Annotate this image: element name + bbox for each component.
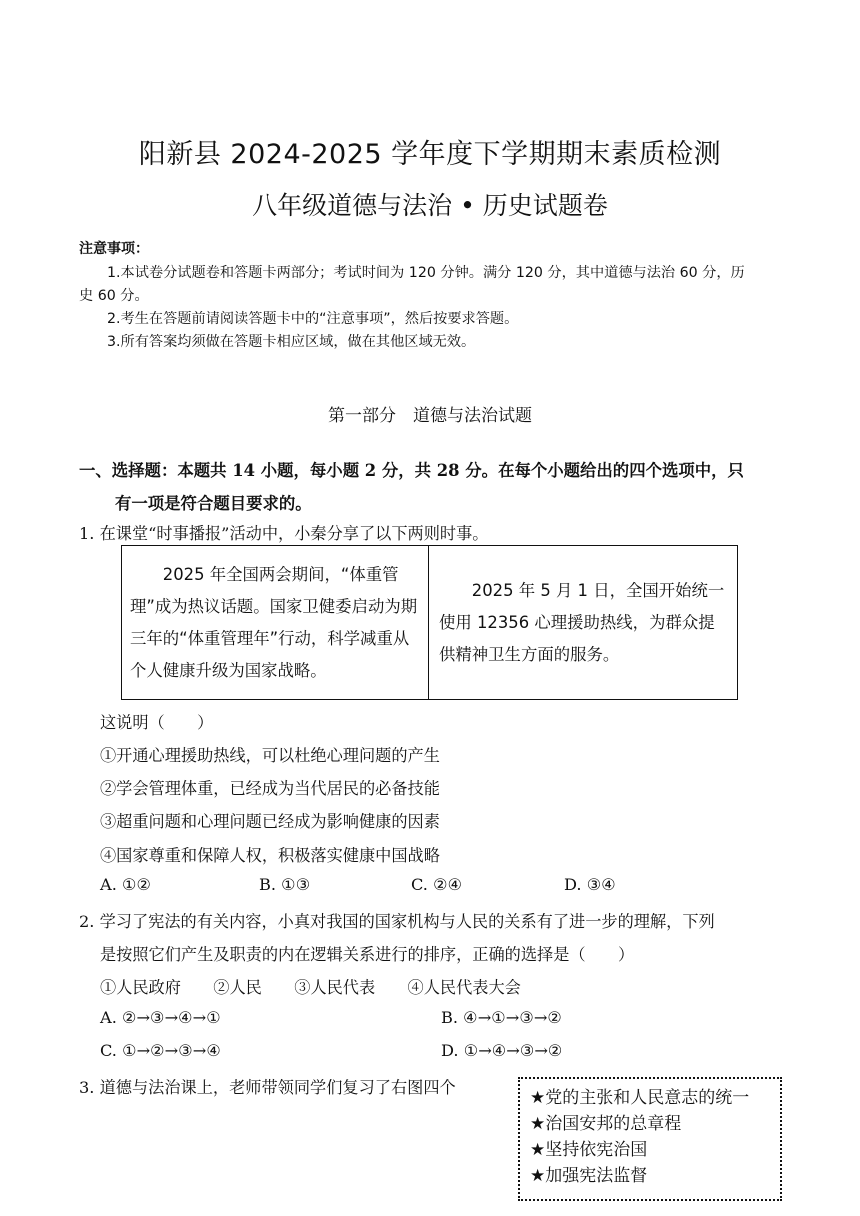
question-1-prompt: 这说明（ ） [100,713,214,732]
notes-heading: 注意事项： [79,241,149,257]
question-2-stem-cont: 是按照它们产生及职责的内在逻辑关系进行的排序，正确的选择是（ ） [100,945,635,964]
question-2-choice-b: B. ④→①→③→② [441,1008,562,1027]
keypoint-item: ★党的主张和人民意志的统一 [530,1088,750,1108]
exam-subtitle: 八年级道德与法治 • 历史试题卷 [252,191,608,220]
note-item-3: 3.所有答案均须做在答题卡相应区域，做在其他区域无效。 [107,334,476,350]
question-1-choice-d: D. ③④ [564,875,616,894]
question-1-choice-c: C. ②④ [411,875,463,894]
constitution-keypoints-box [518,1077,782,1201]
news-table [121,545,738,700]
question-1-option-4: ④国家尊重和保障人权，积极落实健康中国战略 [100,846,440,865]
section-heading-cont: 有一项是符合题目要求的。 [115,494,312,513]
question-2-items: ①人民政府 ②人民 ③人民代表 ④人民代表大会 [100,978,521,997]
question-1-choice-b: B. ①③ [259,875,311,894]
question-2-choice-c: C. ①→②→③→④ [100,1041,221,1060]
question-1-choice-a: A. ①② [100,875,152,894]
question-3-stem: 3. 道德与法治课上，老师带领同学们复习了右图四个 [79,1078,456,1097]
note-item-2: 2.考生在答题前请阅读答题卡中的“注意事项”，然后按要求答题。 [107,311,519,327]
keypoint-item: ★加强宪法监督 [530,1166,648,1186]
question-2-stem: 2. 学习了宪法的有关内容，小真对我国的国家机构与人民的关系有了进一步的理解，下列 [79,912,715,931]
news-text-right: 2025 年 5 月 1 日，全国开始统一使用 12356 心理援助热线，为群众提供精神卫生方面的服务。 [439,580,725,664]
news-text-left: 2025 年全国两会期间，“体重管理”成为热议话题。国家卫健委启动为期三年的“体重管理年”行动，科学减重从个人健康升级为国家战略。 [130,564,418,680]
question-2-choice-d: D. ①→④→③→② [441,1041,563,1060]
question-1-option-1: ①开通心理援助热线，可以杜绝心理问题的产生 [100,746,440,765]
keypoint-item: ★治国安邦的总章程 [530,1114,682,1134]
keypoint-item: ★坚持依宪治国 [530,1140,648,1160]
question-1-option-2: ②学会管理体重，已经成为当代居民的必备技能 [100,779,440,798]
section-heading: 一、选择题：本题共 14 小题，每小题 2 分，共 28 分。在每个小题给出的四个选项中，只 [79,461,744,480]
question-1-stem: 1. 在课堂“时事播报”活动中，小秦分享了以下两则时事。 [79,524,489,543]
question-2-choice-a: A. ②→③→④→① [100,1008,221,1027]
news-cell-right [429,546,737,699]
exam-title: 阳新县 2024-2025 学年度下学期期末素质检测 [138,139,722,170]
part-title: 第一部分 道德与法治试题 [328,406,532,426]
note-item-1-cont: 史 60 分。 [79,288,149,304]
note-item-1: 1.本试卷分试题卷和答题卡两部分；考试时间为 120 分钟。满分 120 分，其中道德与法治 60 分，历 [107,265,745,281]
question-1-option-3: ③超重问题和心理问题已经成为影响健康的因素 [100,812,440,831]
news-cell-left [122,546,429,699]
